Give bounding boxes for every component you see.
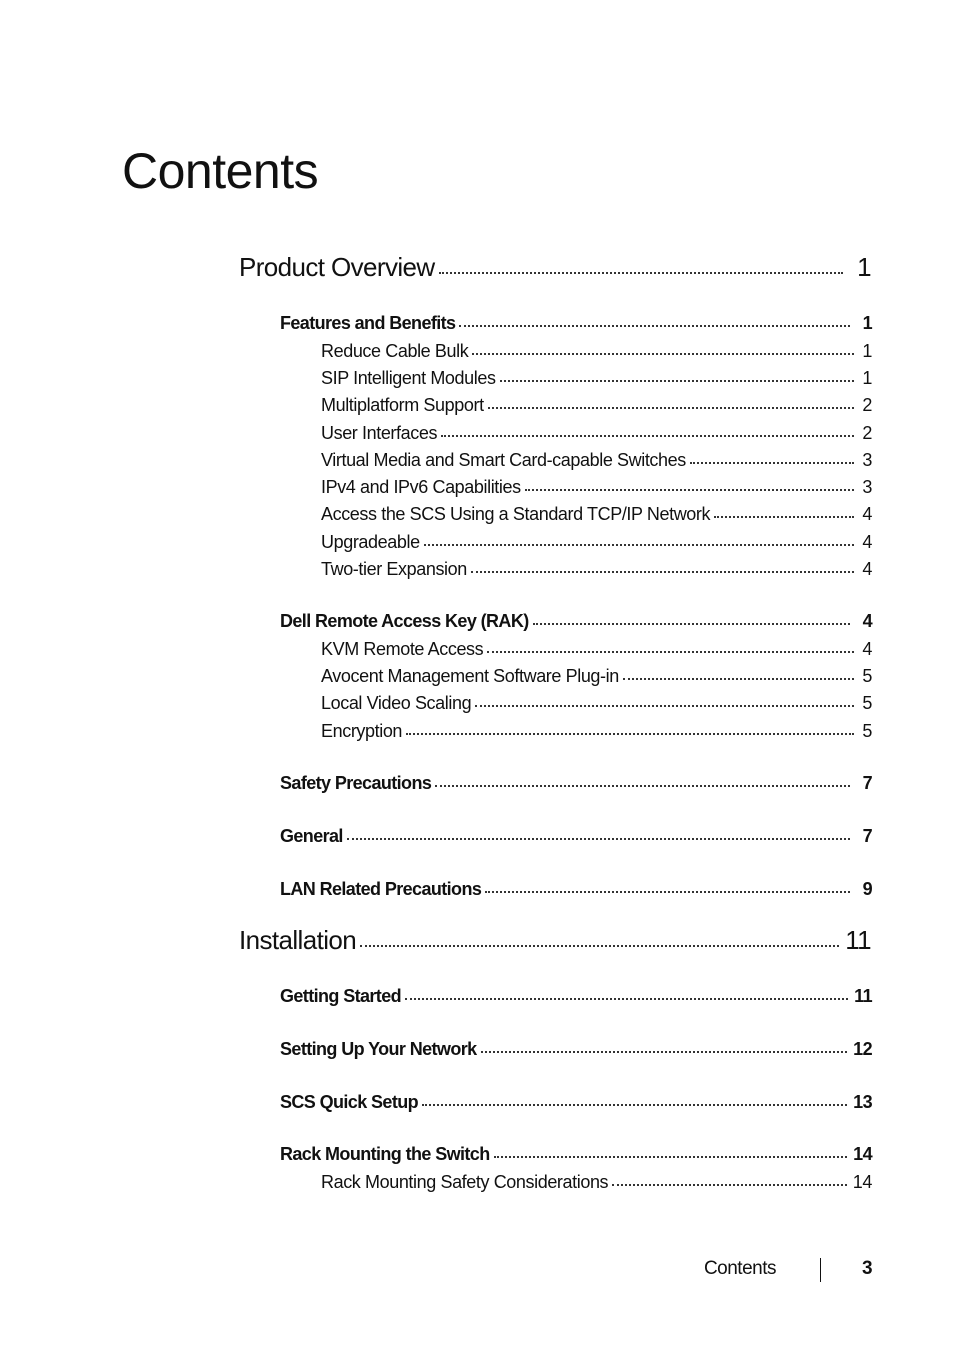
toc-subsection-entry[interactable] bbox=[321, 450, 872, 471]
toc-chapter-entry[interactable] bbox=[239, 925, 871, 956]
toc-entry-page: 9 bbox=[862, 879, 872, 899]
toc-entry-page: 14 bbox=[853, 1144, 872, 1164]
toc-entry-title: Encryption bbox=[321, 721, 403, 741]
toc-entry-page: 2 bbox=[862, 395, 872, 415]
toc-entry-page: 11 bbox=[854, 986, 872, 1006]
toc-entry-title: Product Overview bbox=[239, 252, 435, 282]
toc-entry-page: 3 bbox=[862, 450, 872, 470]
toc-dot-leader bbox=[360, 944, 839, 947]
toc-subsection-entry[interactable] bbox=[321, 395, 872, 416]
toc-section-entry[interactable] bbox=[280, 611, 872, 632]
page-title: Contents bbox=[122, 143, 319, 199]
toc-dot-leader bbox=[422, 1103, 847, 1106]
toc-entry-page: 1 bbox=[857, 252, 871, 282]
toc-entry-page: 4 bbox=[862, 611, 872, 631]
toc-dot-leader bbox=[533, 622, 850, 625]
toc-dot-leader bbox=[471, 570, 854, 573]
toc-entry-title: Rack Mounting Safety Considerations bbox=[321, 1172, 609, 1192]
toc-dot-leader bbox=[494, 1155, 848, 1158]
toc-entry-title: Virtual Media and Smart Card-capable Switches bbox=[321, 450, 686, 470]
toc-entry-page: 12 bbox=[853, 1039, 872, 1059]
toc-entry-page: 11 bbox=[845, 925, 871, 955]
toc-subsection-entry[interactable] bbox=[321, 666, 872, 687]
toc-subsection-entry[interactable] bbox=[321, 693, 872, 714]
toc-dot-leader bbox=[487, 650, 854, 653]
toc-chapter-entry[interactable] bbox=[239, 252, 871, 283]
toc-entry-title: SIP Intelligent Modules bbox=[321, 368, 496, 388]
toc-subsection-entry[interactable] bbox=[321, 532, 872, 553]
toc-entry-page: 4 bbox=[862, 504, 872, 524]
toc-section-entry[interactable] bbox=[280, 879, 872, 900]
toc-entry-title: Local Video Scaling bbox=[321, 693, 472, 713]
toc-dot-leader bbox=[485, 890, 850, 893]
toc-subsection-entry[interactable] bbox=[321, 477, 872, 498]
toc-section-entry[interactable] bbox=[280, 313, 872, 334]
toc-entry-title: Reduce Cable Bulk bbox=[321, 341, 469, 361]
toc-section-entry[interactable] bbox=[280, 1092, 872, 1113]
toc-entry-page: 3 bbox=[862, 477, 872, 497]
toc-entry-title: User Interfaces bbox=[321, 423, 438, 443]
toc-entry-page: 7 bbox=[862, 773, 872, 793]
toc-entry-title: Safety Precautions bbox=[280, 773, 432, 793]
toc-entry-page: 14 bbox=[852, 1172, 872, 1192]
toc-entry-title: Installation bbox=[239, 925, 357, 955]
toc-dot-leader bbox=[690, 461, 854, 464]
toc-entry-title: SCS Quick Setup bbox=[280, 1092, 419, 1112]
toc-entry-title: Getting Started bbox=[280, 986, 402, 1006]
toc-entry-page: 1 bbox=[862, 313, 872, 333]
toc-subsection-entry[interactable] bbox=[321, 559, 872, 580]
toc-entry-page: 4 bbox=[862, 532, 872, 552]
toc-entry-page: 5 bbox=[862, 693, 872, 713]
toc-entry-title: Access the SCS Using a Standard TCP/IP Network bbox=[321, 504, 711, 524]
toc-dot-leader bbox=[525, 488, 854, 491]
footer-page-number: 3 bbox=[862, 1258, 873, 1279]
toc-entry-page: 7 bbox=[862, 826, 872, 846]
toc-entry-page: 5 bbox=[862, 666, 872, 686]
toc-entry-title: KVM Remote Access bbox=[321, 639, 484, 659]
toc-entry-title: IPv4 and IPv6 Capabilities bbox=[321, 477, 521, 497]
toc-dot-leader bbox=[347, 837, 850, 840]
footer-label: Contents bbox=[703, 1258, 776, 1279]
toc-dot-leader bbox=[439, 271, 843, 274]
toc-entry-title: Setting Up Your Network bbox=[280, 1039, 477, 1059]
toc-dot-leader bbox=[612, 1183, 847, 1186]
toc-dot-leader bbox=[405, 997, 848, 1000]
toc-dot-leader bbox=[472, 352, 854, 355]
toc-section-entry[interactable] bbox=[280, 1144, 872, 1165]
page-footer bbox=[0, 1258, 954, 1284]
toc-subsection-entry[interactable] bbox=[321, 423, 872, 444]
toc-entry-page: 13 bbox=[853, 1092, 872, 1112]
toc-subsection-entry[interactable] bbox=[321, 341, 872, 362]
toc-subsection-entry[interactable] bbox=[321, 1172, 872, 1193]
toc-dot-leader bbox=[500, 379, 854, 382]
toc-subsection-entry[interactable] bbox=[321, 368, 872, 389]
toc-entry-title: Avocent Management Software Plug-in bbox=[321, 666, 619, 686]
toc-dot-leader bbox=[488, 406, 854, 409]
toc-entry-title: Rack Mounting the Switch bbox=[280, 1144, 490, 1164]
toc-entry-title: LAN Related Precautions bbox=[280, 879, 482, 899]
toc-entry-title: Features and Benefits bbox=[280, 313, 456, 333]
toc-entry-title: Two-tier Expansion bbox=[321, 559, 467, 579]
toc-entry-page: 1 bbox=[862, 341, 872, 361]
toc-entry-title: Upgradeable bbox=[321, 532, 420, 552]
toc-subsection-entry[interactable] bbox=[321, 504, 872, 525]
toc-subsection-entry[interactable] bbox=[321, 639, 872, 660]
toc-section-entry[interactable] bbox=[280, 826, 872, 847]
toc-subsection-entry[interactable] bbox=[321, 721, 872, 742]
toc-section-entry[interactable] bbox=[280, 773, 872, 794]
toc-dot-leader bbox=[406, 732, 854, 735]
toc-dot-leader bbox=[475, 704, 854, 707]
toc-entry-page: 5 bbox=[862, 721, 872, 741]
toc-entry-page: 4 bbox=[862, 639, 872, 659]
toc-dot-leader bbox=[623, 677, 854, 680]
toc-entry-page: 1 bbox=[862, 368, 872, 388]
footer-divider bbox=[820, 1258, 821, 1282]
toc-section-entry[interactable] bbox=[280, 986, 872, 1007]
toc-dot-leader bbox=[435, 784, 850, 787]
toc-entry-page: 4 bbox=[862, 559, 872, 579]
toc-entry-title: General bbox=[280, 826, 343, 846]
toc-entry-page: 2 bbox=[862, 423, 872, 443]
toc-dot-leader bbox=[481, 1050, 848, 1053]
toc-section-entry[interactable] bbox=[280, 1039, 872, 1060]
toc-dot-leader bbox=[424, 543, 854, 546]
toc-dot-leader bbox=[714, 515, 854, 518]
toc-dot-leader bbox=[441, 434, 854, 437]
toc-entry-title: Multiplatform Support bbox=[321, 395, 484, 415]
toc-entry-title: Dell Remote Access Key (RAK) bbox=[280, 611, 529, 631]
toc-dot-leader bbox=[459, 324, 850, 327]
